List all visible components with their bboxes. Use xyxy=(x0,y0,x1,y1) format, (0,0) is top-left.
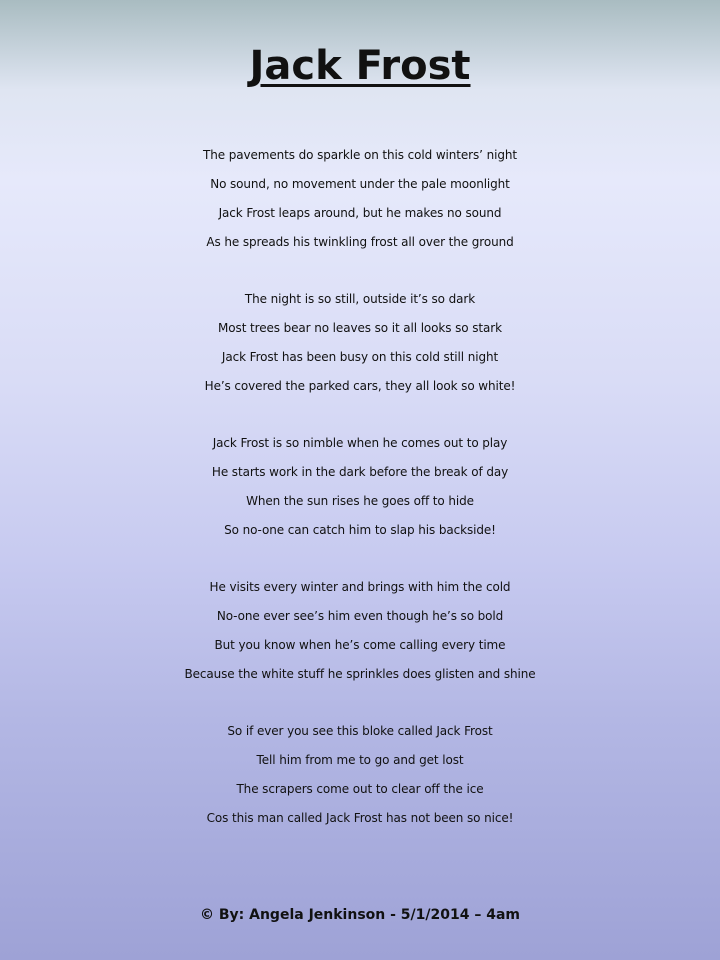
page-title xyxy=(0,40,720,92)
poem-line: The pavements do sparkle on this cold winters’ night xyxy=(203,148,517,162)
stanza-2 xyxy=(0,285,720,401)
poem-line: When the sun rises he goes off to hide xyxy=(246,494,474,508)
poem-line: Tell him from me to go and get lost xyxy=(256,753,464,767)
poem-line: Cos this man called Jack Frost has not been so nice! xyxy=(206,811,514,825)
stanza-4 xyxy=(0,573,720,689)
title-text: Jack Frost xyxy=(249,43,471,89)
copyright-footer: © By: Angela Jenkinson - 5/1/2014 – 4am xyxy=(199,907,520,923)
poem-line: The night is so still, outside it’s so dark xyxy=(244,292,476,306)
poem-line: Most trees bear no leaves so it all looks so stark xyxy=(218,321,502,335)
poem-body xyxy=(0,141,720,861)
poem-line: Jack Frost is so nimble when he comes out to play xyxy=(212,436,508,450)
poem-line: He starts work in the dark before the break of day xyxy=(211,465,509,479)
poem-line: He’s covered the parked cars, they all look so white! xyxy=(204,379,516,393)
poem-line: As he spreads his twinkling frost all over the ground xyxy=(206,235,514,249)
poem-line: Because the white stuff he sprinkles does glisten and shine xyxy=(184,667,536,681)
poem-line: So no-one can catch him to slap his backside! xyxy=(224,523,496,537)
poem-line: Jack Frost has been busy on this cold still night xyxy=(221,350,499,364)
poem-line: But you know when he’s come calling every time xyxy=(214,638,506,652)
stanza-5 xyxy=(0,717,720,833)
poem-line: Jack Frost leaps around, but he makes no sound xyxy=(218,206,502,220)
stanza-3 xyxy=(0,429,720,545)
poem-line: The scrapers come out to clear off the ice xyxy=(236,782,484,796)
poem-line: No-one ever see’s him even though he’s so bold xyxy=(216,609,504,623)
stanza-1 xyxy=(0,141,720,257)
poem-line: He visits every winter and brings with him the cold xyxy=(209,580,511,594)
poem-line: So if ever you see this bloke called Jack Frost xyxy=(227,724,493,738)
poem-line: No sound, no movement under the pale moonlight xyxy=(210,177,510,191)
